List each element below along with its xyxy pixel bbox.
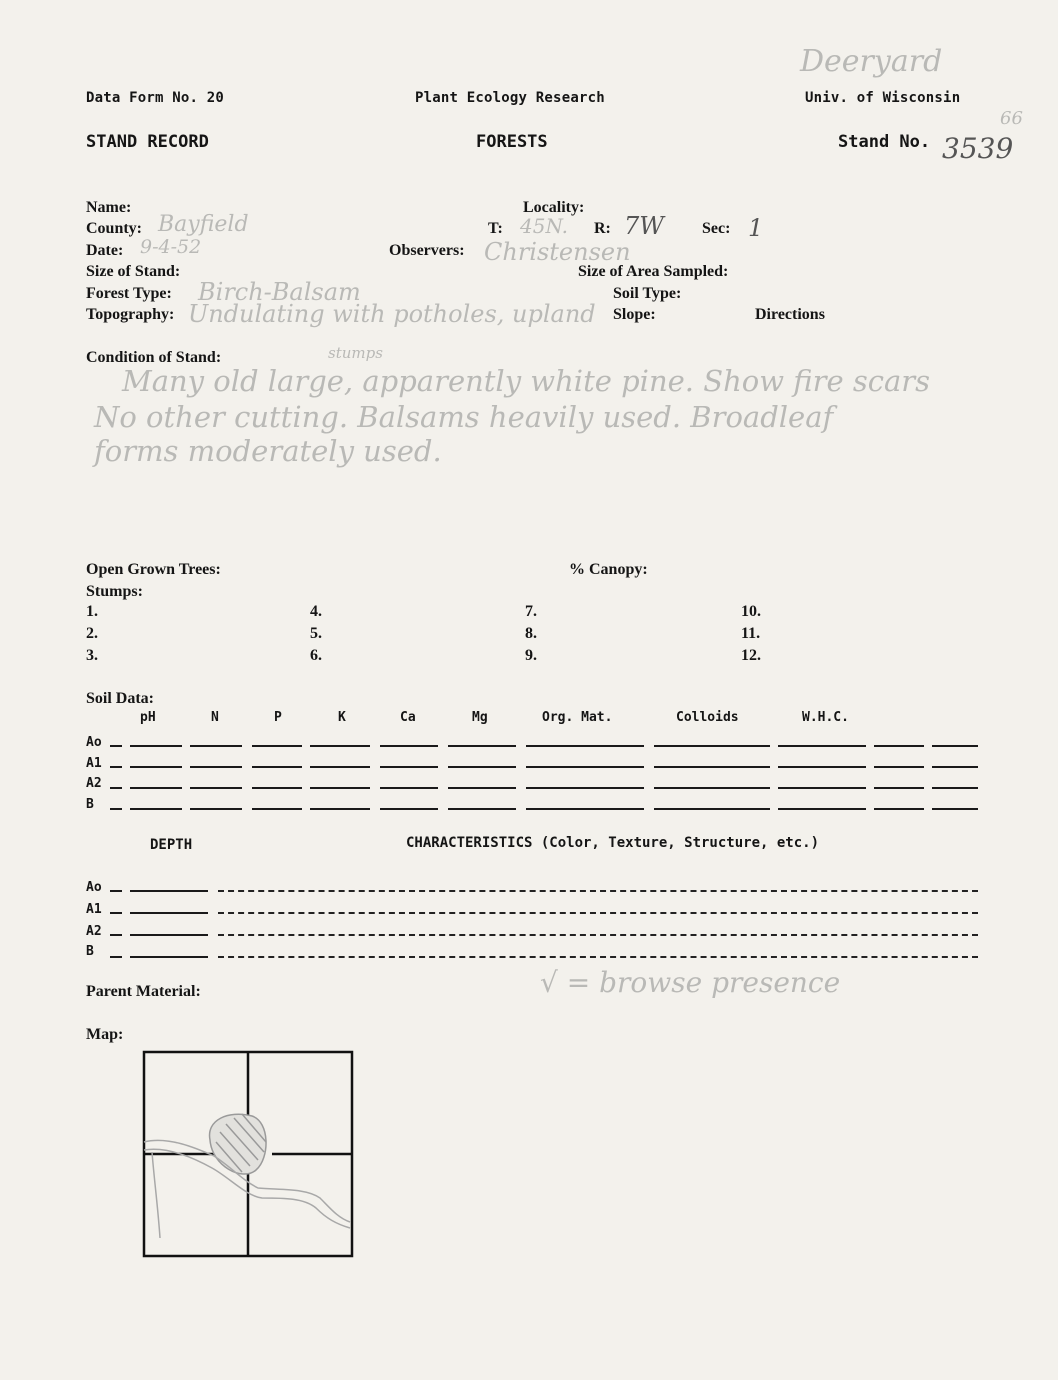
characteristics-line xyxy=(218,956,978,958)
stump-number: 5. xyxy=(310,625,322,642)
form-number: Data Form No. 20 xyxy=(86,90,225,106)
soil-grid-line xyxy=(380,745,438,747)
soil-grid-line xyxy=(654,745,770,747)
soil-grid-line xyxy=(448,787,516,789)
soil-grid-line xyxy=(654,787,770,789)
university: Univ. of Wisconsin xyxy=(805,90,961,106)
stump-number: 6. xyxy=(310,647,322,664)
stump-number: 2. xyxy=(86,625,98,642)
characteristics-horizon-label: Ao xyxy=(86,880,102,895)
soil-column-header: W.H.C. xyxy=(802,710,849,725)
soil-grid-line xyxy=(654,766,770,768)
soil-grid-line xyxy=(310,745,370,747)
soil-grid-line xyxy=(932,766,978,768)
soil-grid-line xyxy=(380,808,438,810)
t-value: 45N. xyxy=(520,214,569,238)
soil-column-header: Mg xyxy=(472,710,488,725)
soil-grid-line xyxy=(932,745,978,747)
soil-grid-line xyxy=(252,808,302,810)
condition-line-3: forms moderately used. xyxy=(94,434,442,468)
characteristics-horizon-label: A1 xyxy=(86,902,102,917)
soil-column-header: K xyxy=(338,710,346,725)
depth-lead xyxy=(110,956,122,958)
county-label: County: xyxy=(86,220,143,237)
locality-label: Locality: xyxy=(523,199,585,216)
stump-number: 9. xyxy=(525,647,537,664)
soil-data-title: Soil Data: xyxy=(86,690,154,707)
directions-label: Directions xyxy=(755,306,825,323)
map-label: Map: xyxy=(86,1026,124,1043)
soil-grid-line xyxy=(190,766,242,768)
soil-grid-line xyxy=(130,766,182,768)
browse-note: √ = browse presence xyxy=(540,966,841,999)
forest-type-value: Birch-Balsam xyxy=(198,278,361,306)
soil-column-header: Org. Mat. xyxy=(542,710,613,725)
depth-line xyxy=(130,912,208,914)
slope-label: Slope: xyxy=(613,306,656,323)
soil-type-label: Soil Type: xyxy=(613,285,682,302)
parent-material-label: Parent Material: xyxy=(86,983,201,1000)
stump-number: 1. xyxy=(86,603,98,620)
soil-grid-line xyxy=(526,766,644,768)
corner-handwritten-note: Deeryard xyxy=(800,44,943,79)
soil-grid-line xyxy=(874,766,924,768)
soil-grid-line xyxy=(310,808,370,810)
soil-horizon-label: A2 xyxy=(86,776,102,791)
category: FORESTS xyxy=(476,132,548,152)
soil-column-header: Colloids xyxy=(676,710,739,725)
depth-label: DEPTH xyxy=(150,837,193,853)
soil-grid-line xyxy=(448,745,516,747)
soil-grid-line xyxy=(130,808,182,810)
sec-label: Sec: xyxy=(702,220,731,237)
date-label: Date: xyxy=(86,242,124,259)
characteristics-label: CHARACTERISTICS (Color, Texture, Structure, etc.) xyxy=(406,835,820,851)
soil-grid-line xyxy=(778,745,866,747)
soil-column-header: N xyxy=(211,710,219,725)
characteristics-horizon-label: B xyxy=(86,944,94,959)
stump-number: 8. xyxy=(525,625,537,642)
soil-grid-line xyxy=(526,787,644,789)
canopy-label: % Canopy: xyxy=(569,561,648,578)
soil-grid-line xyxy=(252,766,302,768)
soil-grid-line xyxy=(526,745,644,747)
soil-grid-line xyxy=(252,745,302,747)
condition-note-above: stumps xyxy=(328,344,383,362)
soil-column-header: P xyxy=(274,710,282,725)
soil-grid-line xyxy=(310,766,370,768)
topography-value: Undulating with potholes, upland xyxy=(188,300,596,328)
soil-grid-lead xyxy=(110,787,122,789)
r-value: 7W xyxy=(624,212,664,240)
soil-grid-line xyxy=(448,766,516,768)
depth-line xyxy=(130,956,208,958)
depth-line xyxy=(130,890,208,892)
record-type: STAND RECORD xyxy=(86,132,209,152)
soil-horizon-label: A1 xyxy=(86,756,102,771)
soil-grid-line xyxy=(190,808,242,810)
sec-value: 1 xyxy=(748,214,764,242)
soil-grid-line xyxy=(778,808,866,810)
date-value: 9-4-52 xyxy=(140,236,202,258)
condition-line-1: Many old large, apparently white pine. Show fire scars xyxy=(122,364,931,398)
t-label: T: xyxy=(488,220,503,237)
stump-number: 3. xyxy=(86,647,98,664)
characteristics-line xyxy=(218,934,978,936)
stump-number: 12. xyxy=(741,647,761,664)
soil-grid-line xyxy=(130,787,182,789)
soil-horizon-label: Ao xyxy=(86,735,102,750)
soil-grid-line xyxy=(310,787,370,789)
soil-grid-line xyxy=(874,745,924,747)
soil-grid-line xyxy=(874,808,924,810)
soil-grid-line xyxy=(252,787,302,789)
soil-column-header: pH xyxy=(140,710,156,725)
soil-grid-line xyxy=(932,808,978,810)
condition-line-2: No other cutting. Balsams heavily used. Broadleaf xyxy=(94,400,834,434)
soil-grid-line xyxy=(380,787,438,789)
map-sketch-area xyxy=(210,1114,267,1174)
soil-grid-line xyxy=(526,808,644,810)
depth-lead xyxy=(110,890,122,892)
size-of-area-label: Size of Area Sampled: xyxy=(578,263,729,280)
county-value: Bayfield xyxy=(158,212,249,237)
stump-number: 11. xyxy=(741,625,761,642)
soil-grid-line xyxy=(778,787,866,789)
name-label: Name: xyxy=(86,199,132,216)
characteristics-line xyxy=(218,912,978,914)
forest-type-label: Forest Type: xyxy=(86,285,172,302)
soil-grid-line xyxy=(190,745,242,747)
stand-no-note: 66 xyxy=(1000,108,1023,129)
depth-lead xyxy=(110,934,122,936)
soil-grid-line xyxy=(874,787,924,789)
soil-grid-line xyxy=(130,745,182,747)
soil-grid-lead xyxy=(110,808,122,810)
stump-number: 10. xyxy=(741,603,761,620)
soil-column-header: Ca xyxy=(400,710,416,725)
size-of-stand-label: Size of Stand: xyxy=(86,263,181,280)
soil-grid-line xyxy=(448,808,516,810)
stand-no-value: 3539 xyxy=(942,132,1014,165)
stump-number: 4. xyxy=(310,603,322,620)
soil-grid-line xyxy=(932,787,978,789)
stand-map xyxy=(140,1048,356,1260)
observers-label: Observers: xyxy=(389,242,465,259)
topography-label: Topography: xyxy=(86,306,175,323)
open-grown-trees-label: Open Grown Trees: xyxy=(86,561,221,578)
soil-grid-line xyxy=(654,808,770,810)
organization: Plant Ecology Research xyxy=(415,90,605,106)
soil-grid-lead xyxy=(110,745,122,747)
soil-grid-line xyxy=(778,766,866,768)
soil-grid-line xyxy=(190,787,242,789)
soil-horizon-label: B xyxy=(86,797,94,812)
soil-grid-line xyxy=(380,766,438,768)
stand-no-label: Stand No. xyxy=(838,132,931,152)
r-label: R: xyxy=(594,220,611,237)
stumps-label: Stumps: xyxy=(86,583,143,600)
depth-line xyxy=(130,934,208,936)
characteristics-horizon-label: A2 xyxy=(86,924,102,939)
stump-number: 7. xyxy=(525,603,537,620)
observers-value: Christensen xyxy=(484,238,631,266)
depth-lead xyxy=(110,912,122,914)
condition-label: Condition of Stand: xyxy=(86,349,222,366)
soil-grid-lead xyxy=(110,766,122,768)
characteristics-line xyxy=(218,890,978,892)
